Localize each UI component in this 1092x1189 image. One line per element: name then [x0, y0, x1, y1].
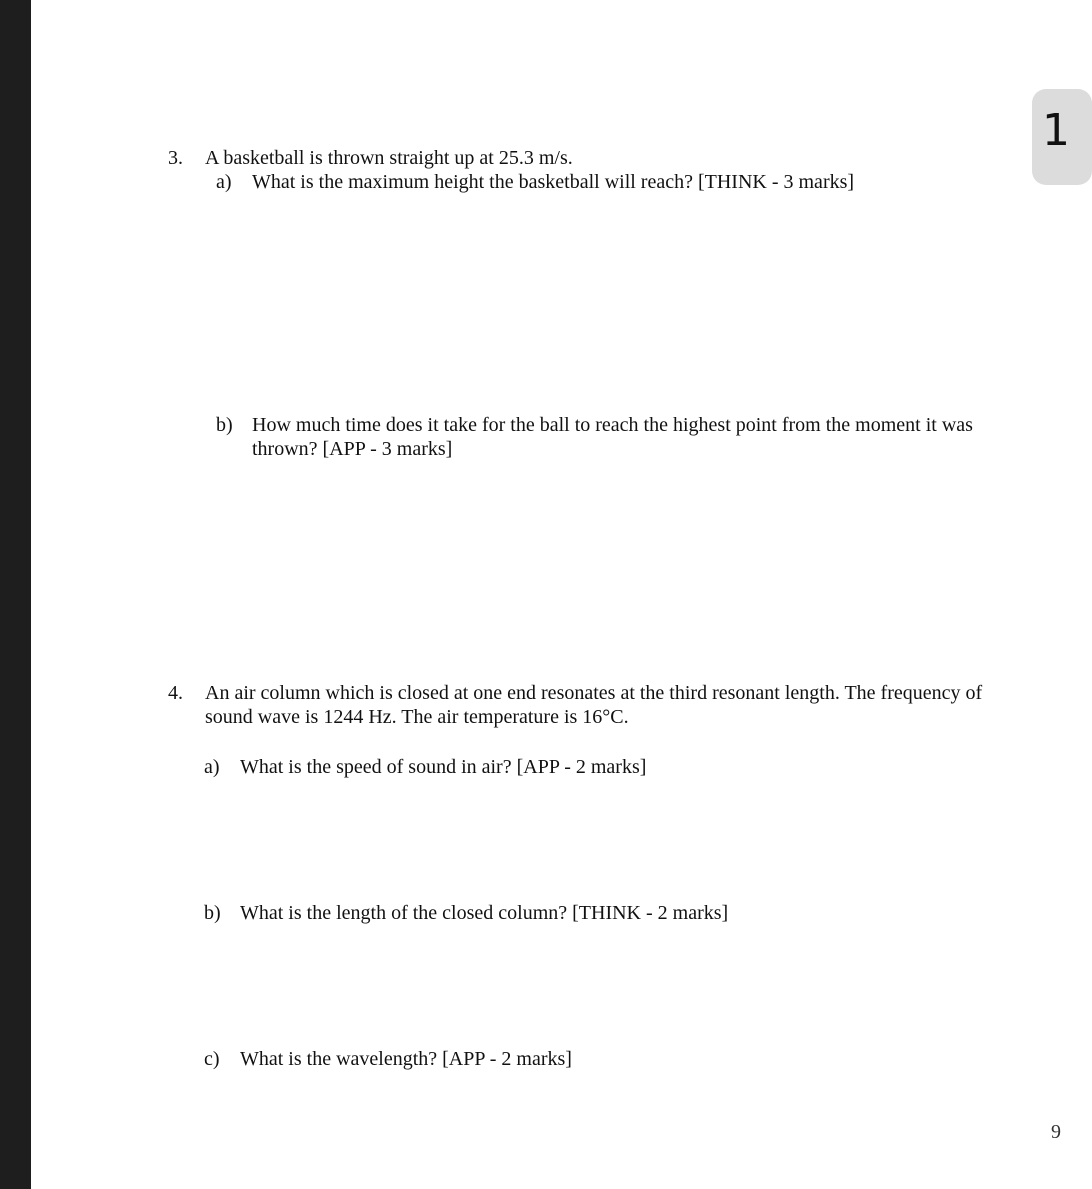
question-4-text-line2: sound wave is 1244 Hz. The air temperature is 16°C. [205, 706, 629, 728]
question-3b-text-line1: How much time does it take for the ball to reach the highest point from the moment it was [252, 414, 973, 436]
question-3-number: 3. [168, 147, 183, 169]
left-dark-sidebar [0, 0, 31, 1189]
page-indicator-badge[interactable] [1032, 89, 1092, 185]
question-4b-label: b) [204, 902, 221, 924]
question-3a-label: a) [216, 171, 232, 193]
question-3-text: A basketball is thrown straight up at 25.3 m/s. [205, 147, 573, 169]
question-4b-text: What is the length of the closed column? [THINK - 2 marks] [240, 902, 729, 924]
question-3b-label: b) [216, 414, 233, 436]
question-4a-text: What is the speed of sound in air? [APP - 2 marks] [240, 756, 647, 778]
page-edge-number: 9 [1051, 1121, 1061, 1143]
page-indicator-number: 1 [1042, 105, 1070, 156]
question-4-number: 4. [168, 682, 183, 704]
question-4c-text: What is the wavelength? [APP - 2 marks] [240, 1048, 572, 1070]
question-4-text-line1: An air column which is closed at one end resonates at the third resonant length. The frequency of [205, 682, 983, 704]
question-3b-text-line2: thrown? [APP - 3 marks] [252, 438, 453, 460]
question-4c-label: c) [204, 1048, 220, 1070]
question-3a-text: What is the maximum height the basketball will reach? [THINK - 3 marks] [252, 171, 855, 193]
question-4a-label: a) [204, 756, 220, 778]
